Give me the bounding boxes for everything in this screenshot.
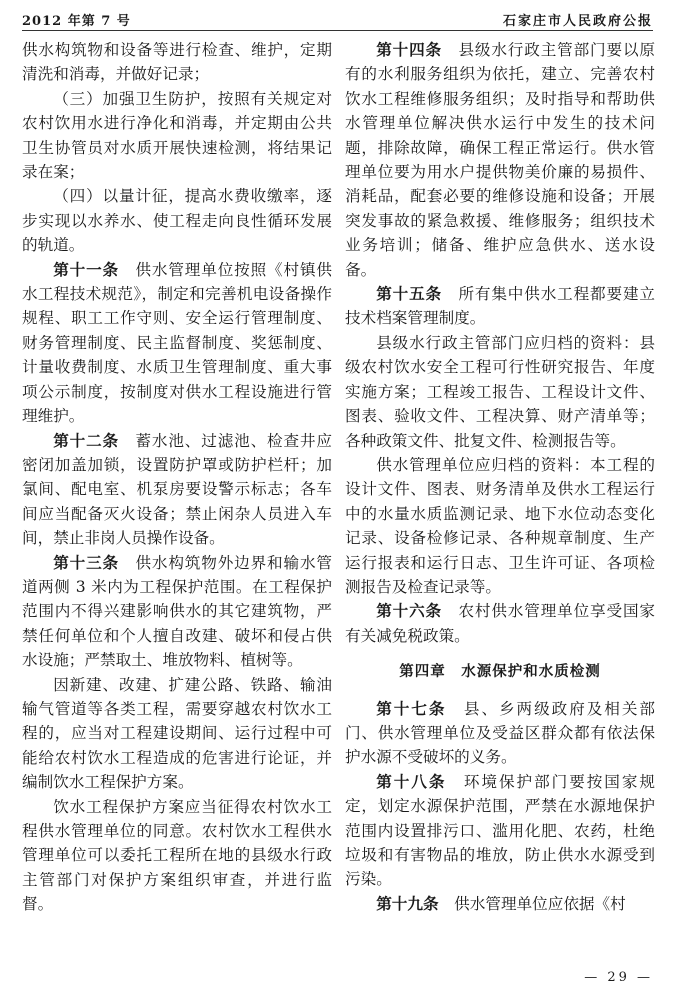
article-14 xyxy=(345,38,655,282)
page-header xyxy=(22,8,653,30)
paragraph: 因新建、改建、扩建公路、铁路、输油输气管道等各类工程，需要穿越农村饮水工程的，应当对工程建设期间、运行过程中可能给农村饮水工程造成的危害进行论证，并编制饮水工程保护方案。 xyxy=(22,675,332,792)
paragraph: （四）以量计征，提高水费收缴率，逐步实现以水养水、使工程走向良性循环发展的轨道。 xyxy=(22,187,332,255)
article-body: 所有集中供水工程都要建立技术档案管理制度。 xyxy=(345,285,655,328)
article-body: 供水管理单位按照《村镇供水工程技术规范》，制定和完善机电设备操作规程、职工工作守则、安全运行管理制度、财务管理制度、民主监督制度、奖惩制度、计量收费制度、水质卫生管理制度、重大事项公示制度，按制度对供水工程设施进行管理维护。 xyxy=(22,260,332,426)
article-11 xyxy=(22,258,332,429)
article-heading: 第十八条 xyxy=(376,772,447,791)
article-body: 环境保护部门要按国家规定，划定水源保护范围，严禁在水源地保护范围内设置排污口、滥用化肥、农药，杜绝垃圾和有害物品的堆放，防止供水水源受到污染。 xyxy=(345,772,655,889)
article-body: 蓄水池、过滤池、检查井应密闭加盖加锁，设置防护罩或防护栏杆；加氯间、配电室、机泵房要设警示标志；各车间应当配备灭火设备；禁止闲杂人员进入车间，禁止非岗人员操作设备。 xyxy=(22,431,332,548)
article-heading: 第十六条 xyxy=(376,602,442,621)
article-heading: 第十四条 xyxy=(376,41,442,59)
article-body: 县级水行政主管部门要以原有的水利服务组织为依托，建立、完善农村饮水工程维修服务组织；及时指导和帮助供水管理单位解决供水运行中发生的技术问题，排除故障，确保工程正常运行。供水管理单位要为用水户提供物美价廉的易损件、消耗品，配套必要的维修设施和设备；开展突发事故的紧急救援、维修服务；组织技术业务培训；储备、维护应急供水、送水设备。 xyxy=(345,41,655,279)
article-heading: 第十一条 xyxy=(53,260,119,279)
article-body: 农村供水管理单位享受国家有关减免税政策。 xyxy=(345,602,655,645)
paragraph: （三）加强卫生防护，按照有关规定对农村饮用水进行净化和消毒，并定期由公共卫生协管员对水质开展快速检测，将结果记录在案； xyxy=(22,89,332,182)
header-rule xyxy=(22,30,653,31)
article-heading: 第十九条 xyxy=(376,894,439,913)
article-13 xyxy=(22,551,332,673)
chapter-heading: 第四章 水源保护和水质检测 xyxy=(399,664,601,681)
article-body: 供水构筑物外边界和输水管道两侧 3 米内为工程保护范围。在工程保护范围内不得兴建影响供水的其它建筑物，严禁任何单位和个人擅自改建、破坏和侵占供水设施；严禁取土、堆放物料、植树等。 xyxy=(22,553,332,670)
article-15 xyxy=(345,282,655,331)
article-19 xyxy=(345,892,655,916)
paragraph: 县级水行政主管部门应归档的资料：县级农村饮水安全工程可行性研究报告、年度实施方案；工程竣工报告、工程设计文件、图表、验收文件、工程决算、财产清单等；各种政策文件、批复文件、检测报告等。 xyxy=(345,333,655,450)
article-16 xyxy=(345,599,655,648)
article-17 xyxy=(345,697,655,770)
article-heading: 第十二条 xyxy=(53,431,119,450)
article-heading: 第十七条 xyxy=(376,699,447,718)
left-column xyxy=(22,38,332,917)
article-heading: 第十三条 xyxy=(53,553,119,572)
right-column xyxy=(345,38,655,916)
article-body: 县、乡两级政府及相关部门、供水管理单位及受益区群众都有依法保护水源不受破坏的义务。 xyxy=(345,699,655,767)
page-number: — 29 — xyxy=(584,970,653,985)
publication-title: 石家庄市人民政府公报 xyxy=(502,14,653,29)
paragraph: 供水管理单位应归档的资料：本工程的设计文件、图表、财务清单及供水工程运行中的水量水质监测记录、地下水位动态变化记录、设备检修记录、各种规章制度、生产运行报表和运行日志、卫生许可证、各项检测报告及检查记录等。 xyxy=(345,455,655,596)
article-heading: 第十五条 xyxy=(376,285,442,304)
article-12 xyxy=(22,429,332,551)
issue-label: 2012 年第 7 号 xyxy=(22,14,131,29)
article-18 xyxy=(345,770,655,892)
paragraph: 饮水工程保护方案应当征得农村饮水工程供水管理单位的同意。农村饮水工程供水管理单位可以委托工程所在地的县级水行政主管部门对保护方案组织审查，并进行监督。 xyxy=(22,797,332,914)
article-body: 供水管理单位应依据《村 xyxy=(438,894,626,913)
paragraph: 供水构筑物和设备等进行检查、维护，定期清洗和消毒，并做好记录； xyxy=(22,41,332,84)
